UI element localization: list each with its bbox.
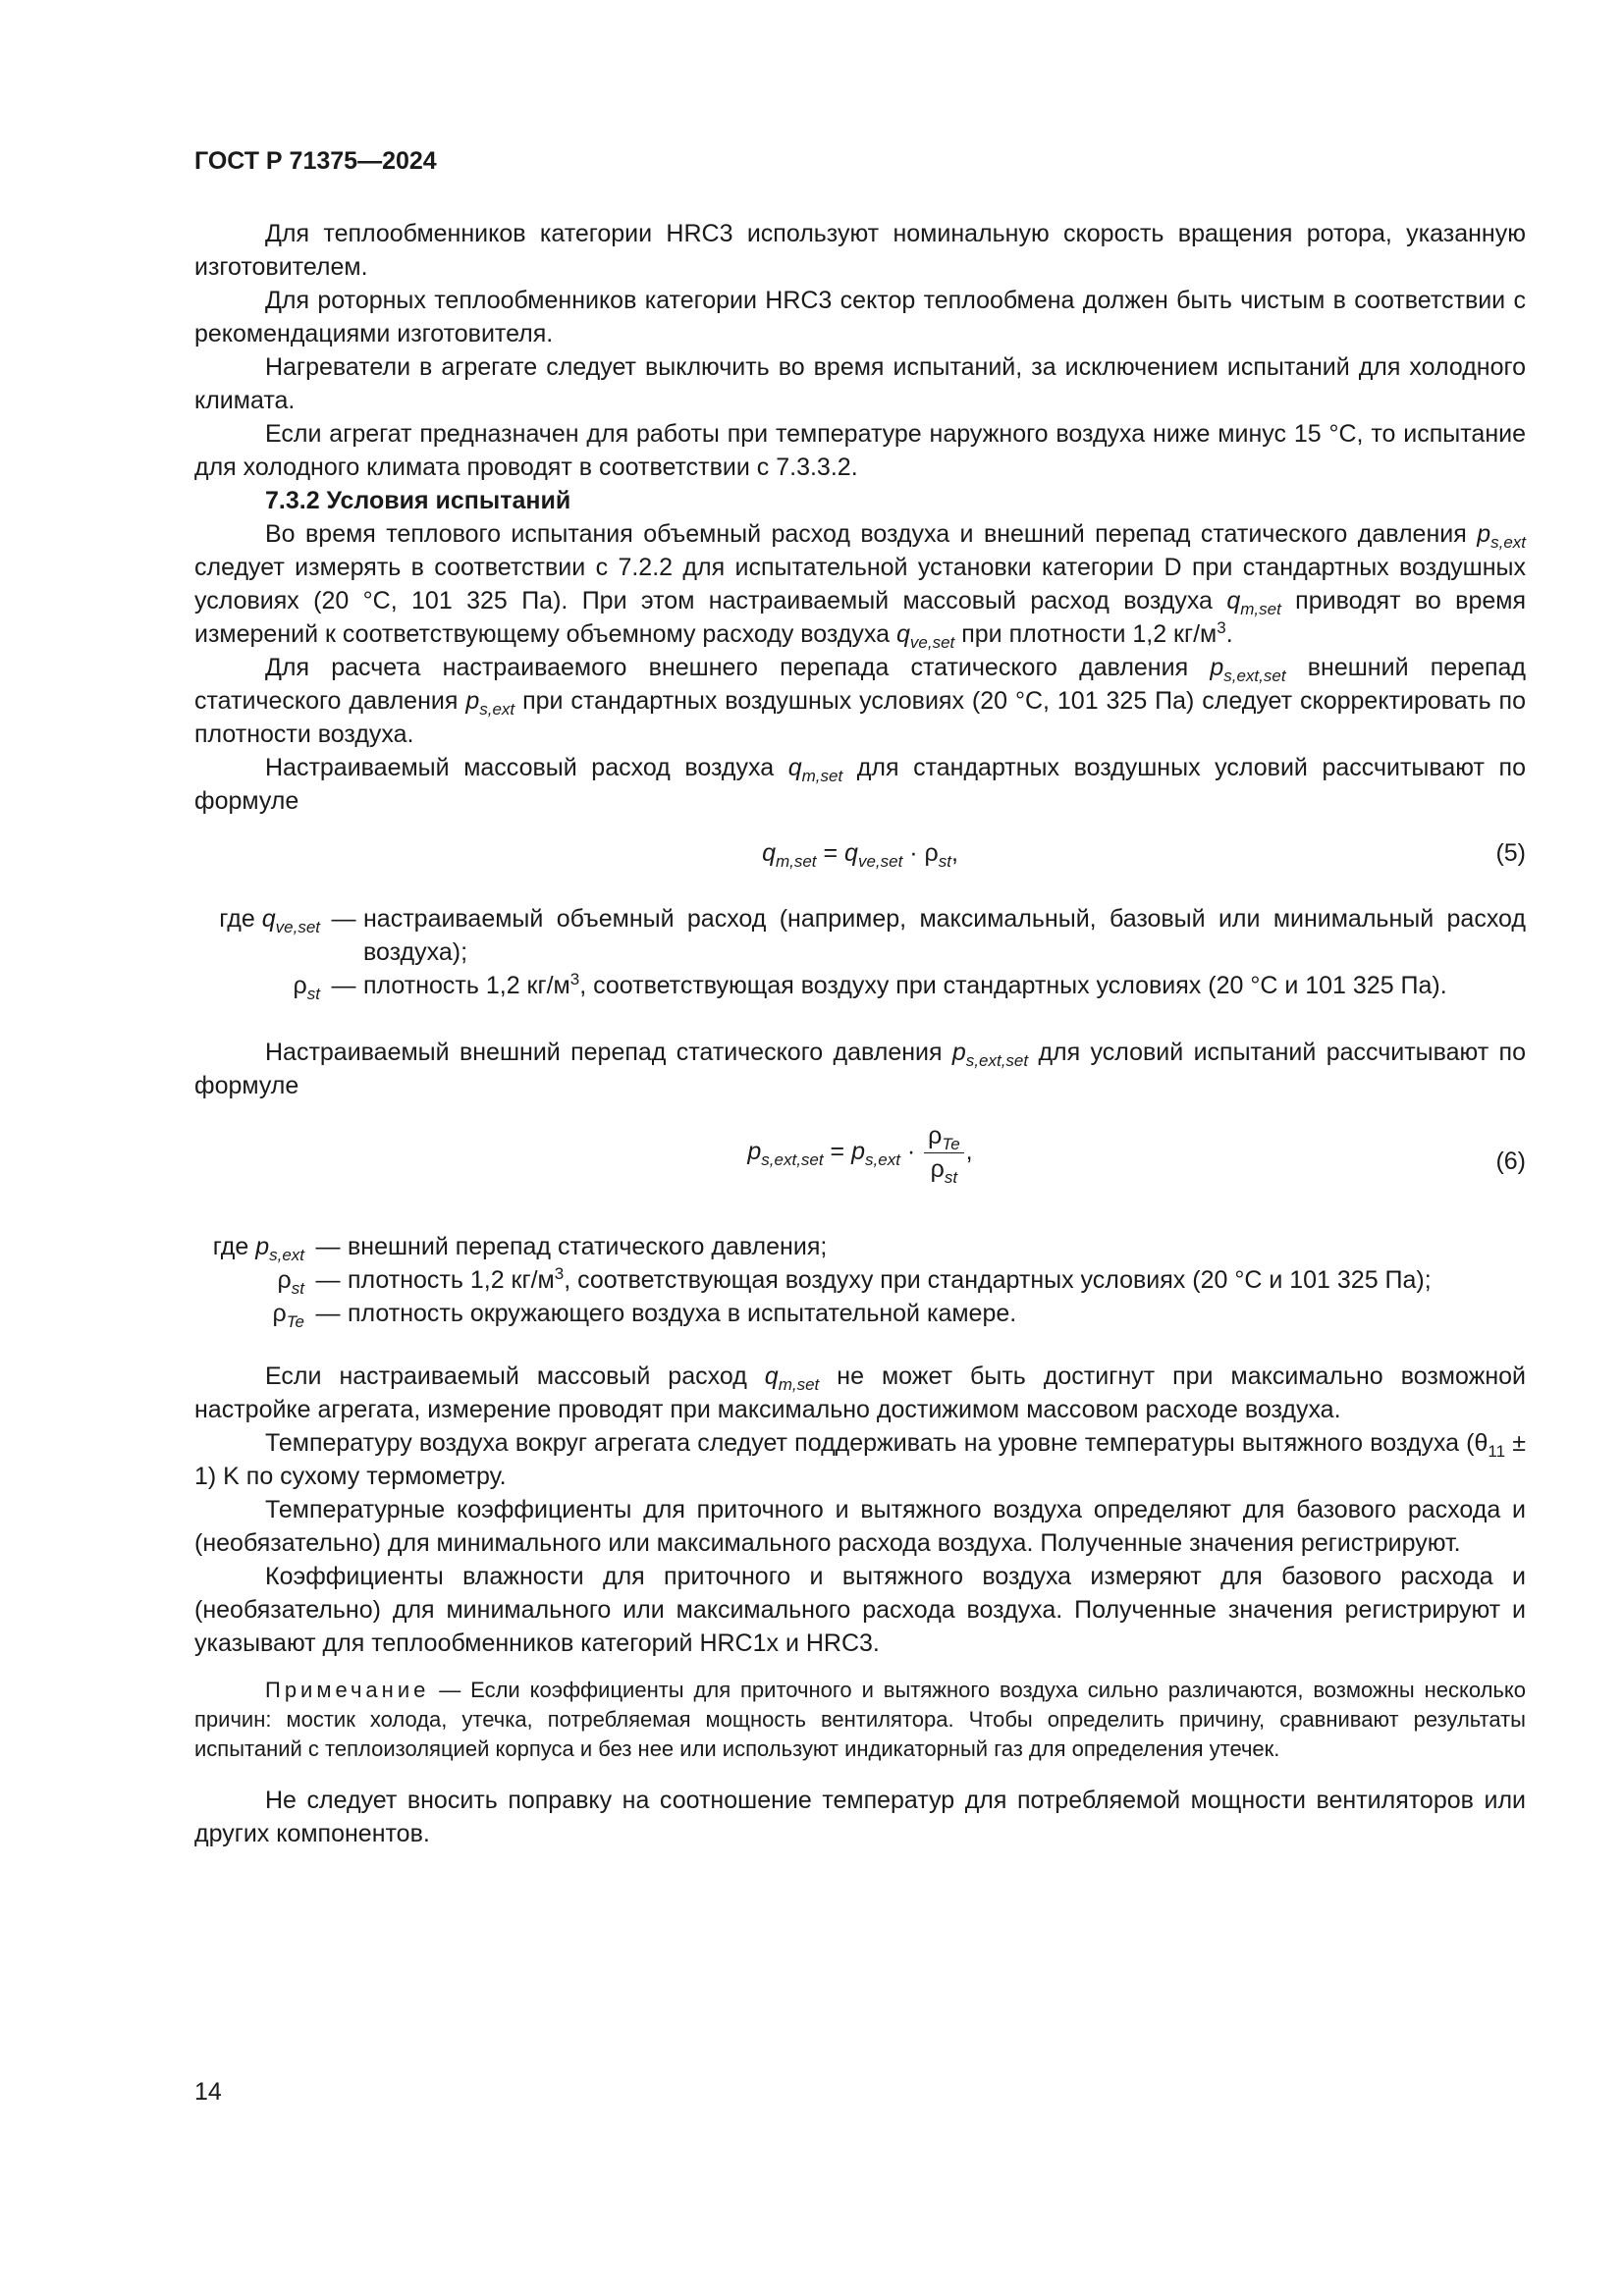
formula-5-legend: где $q_{ve,set}$ — настраиваемый объемный расход (например, максимальный, базовый или минимальный расход воздуха); $\rho_{st}$ — плотность 1,2 $кг/м^3$, соответствующая воздуху при стандартных условиях (20 °C и 101 325 Па). [219,905,1526,1003]
paragraph: Настраиваемый внешний перепад статического давления $p_{s,ext,set}$ для условий испытаний рассчитывают по формуле [194,1039,1526,1099]
paragraph: Если настраиваемый массовый расход $q_{m,set}$ не может быть достигнут при максимально возможной настройке агрегата, измерение проводят при максимально достижимом массовом расходе воздуха. [194,1362,1526,1423]
paragraph: Если агрегат предназначен для работы при температуре наружного воздуха ниже минус 15 °C, то испытание для холодного климата проводят в соответствии с 7.3.3.2. [194,420,1526,481]
formula-6: $p_{s,ext,set} = p_{s,ext}$ · $\frac{\rho_{Te}}{\rho_{st}}$ , (6) [747,1122,1526,1187]
note-text: — Если коэффициенты для приточного и вытяжного воздуха сильно различаются, возможны несколько причин: мостик холода, утечка, потребляемая мощность вентилятора. Чтобы определить причину, сравнивают результаты испытаний с теплоизоляцией корпуса и без нее или используют индикаторный газ для определения утечек. [194,1678,1526,1761]
section-heading: 7.3.2 Условия испытаний [265,487,571,514]
paragraph: Коэффициенты влажности для приточного и вытяжного воздуха измеряют для базового расхода и (необязательно) для минимального или максимального расхода воздуха. Полученные значения регистрируют и указывают для теплообменников категорий HRC1x и HRC3. [194,1563,1526,1657]
paragraph: Для роторных теплообменников категории HRC3 сектор теплообмена должен быть чистым в соответствии с рекомендациями изготовителя. [194,287,1526,347]
formula-number: (6) [1495,1148,1526,1175]
note-label: Примечание [265,1678,430,1702]
paragraph: Настраиваемый массовый расход воздуха $q_{m,set}$ для стандартных воздушных условий рассчитывают по формуле [194,754,1526,815]
page-number: 14 [194,2078,222,2106]
paragraph: Не следует вносить поправку на соотношение температур для потребляемой мощности вентиляторов или других компонентов. [194,1787,1526,1847]
document-header: ГОСТ Р 71375—2024 [194,147,437,175]
paragraph: Для расчета настраиваемого внешнего перепада статического давления $p_{s,ext,set}$ внешний перепад статического давления $p_{s,ext}$ при стандартных воздушных условиях (20 °C, 101 325 Па) следует скорректировать по плотности воздуха. [194,654,1527,748]
paragraph: Для теплообменников категории HRC3 используют номинальную скорость вращения ротора, указанную изготовителем. [194,220,1526,281]
formula-6-legend: где $p_{s,ext}$ — внешний перепад статического давления; $\rho_{st}$ — плотность 1,2 $кг/м^3$, соответствующая воздуху при стандартных условиях (20 °C и 101 325 Па); $\rho_{Te}$ — плотность окружающего воздуха в испытательной камере. [212,1233,1432,1331]
paragraph: Температуру воздуха вокруг агрегата следует поддерживать на уровне температуры вытяжного воздуха $(\theta_{11} \pm 1)$ K по сухому термометру. [194,1429,1527,1490]
paragraph: Нагреватели в агрегате следует выключить во время испытаний, за исключением испытаний для холодного климата. [194,353,1526,414]
document-page [194,147,1526,1850]
paragraph: Температурные коэффициенты для приточного и вытяжного воздуха определяют для базового расхода и (необязательно) для минимального или максимального расхода воздуха. Полученные значения регистрируют. [194,1496,1526,1557]
note [194,1676,1526,1764]
formula-number: (5) [1495,839,1526,867]
paragraph: Во время теплового испытания объемный расход воздуха и внешний перепад статического давления $p_{s,ext}$ следует измерять в соответствии с 7.2.2 для испытательной установки категории D при стандартных воздушных условиях (20 °C, 101 325 Па). При этом настраиваемый массовый расход воздуха $q_{m,set}$ приводят во время измерений к соответствующему объемному расходу воздуха $q_{ve,set}$ при плотности 1,2 $кг/м^3$. [194,520,1526,652]
formula-5: $q_{m,set} = q_{ve,set} \cdot \rho_{st}$, (5) [762,839,1526,871]
